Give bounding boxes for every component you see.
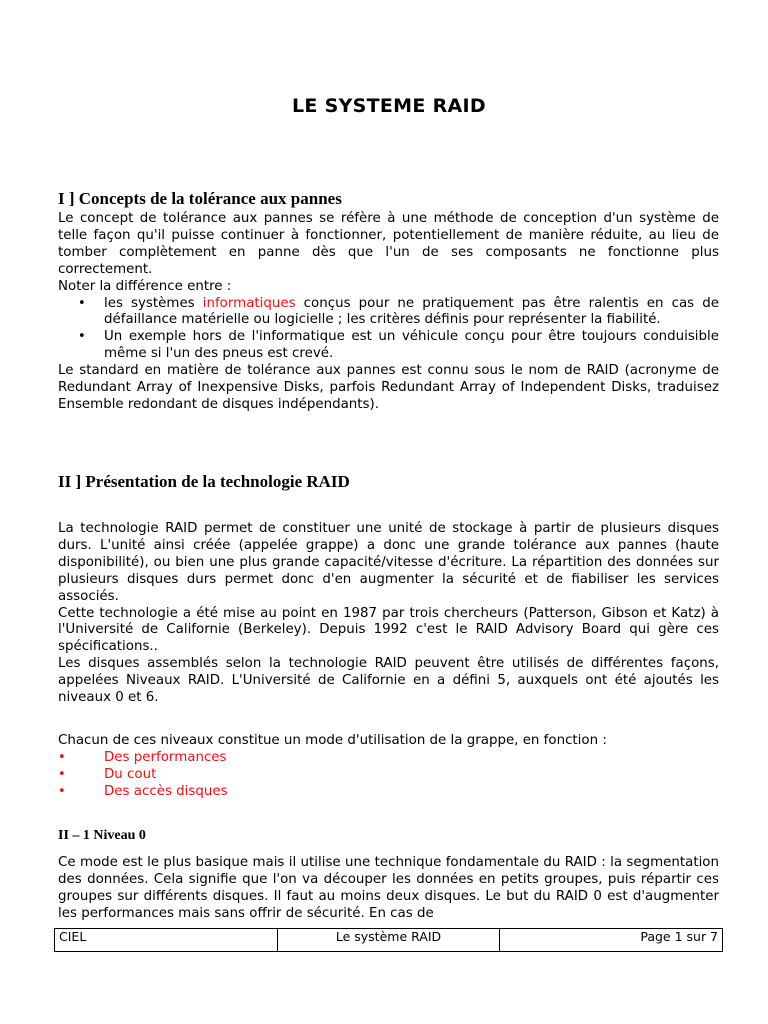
bullet-dot-icon: •	[78, 329, 86, 345]
section1-body	[58, 211, 719, 414]
section2-heading: II ] Présentation de la technologie RAID	[58, 472, 350, 491]
section2-paragraph-4: Chacun de ces niveaux constitue un mode d'utilisation de la grappe, en fonction :	[58, 733, 607, 748]
bullet-dot-icon: •	[58, 783, 66, 799]
section2-paragraph-2: Cette technologie a été mise au point en 1987 par trois chercheurs (Patterson, Gibson et Katz) à l'Université de Californie (Berkeley). Depuis 1992 c'est le RAID Advisory Board qui gère ces spécifications..	[58, 605, 719, 655]
section2-levels	[58, 733, 719, 801]
section1-heading: I ] Concepts de la tolérance aux pannes	[58, 189, 342, 208]
section3-heading: II – 1 Niveau 0	[58, 828, 146, 843]
page-footer	[54, 928, 723, 952]
list-item: • Des performances	[58, 749, 227, 765]
footer-page-number: Page 1 sur 7	[640, 929, 719, 944]
section3-paragraph-1: Ce mode est le plus basique mais il utilise une technique fondamentale du RAID : la segmentation des données. Cela signifie que l'on va découper les données en petits groupes, puis répartir ces groupes sur différents disques. Il faut au moins deux disques. Le but du RAID 0 est d'augmenter les performances mais sans offrir de sécurité. En cas de	[58, 855, 719, 921]
document-title: LE SYSTEME RAID	[292, 95, 486, 117]
section2-body	[58, 521, 719, 707]
footer-left: CIEL	[55, 929, 278, 951]
section2-paragraph-3: Les disques assemblés selon la technologie RAID peuvent être utilisés de différentes façons, appelées Niveaux RAID. L'Université de Californie en a défini 5, auxquels ont été ajoutés les niveaux 0 et 6.	[58, 656, 719, 706]
section1-bullet-1: • les systèmes informatiques conçus pour ne pratiquement pas être ralentis en cas de défaillance matérielle ou logicielle ; les critères définis pour représenter la fiabilité.	[78, 295, 719, 328]
list-item: • Du cout	[58, 766, 157, 782]
bullet-dot-icon: •	[58, 749, 66, 765]
section1-paragraph-1: Le concept de tolérance aux pannes se réfère à une méthode de conception d'un système de telle façon qu'il puisse continuer à fonctionner, potentiellement de manière réduite, au lieu de tomber complètement en panne dès que l'un de ses composants ne fonctionne plus correctement.	[58, 211, 719, 277]
section2-paragraph-1: La technologie RAID permet de constituer une unité de stockage à partir de plusieurs disques durs. L'unité ainsi créée (appelée grappe) a donc une grande tolérance aux pannes (haute disponibilité), ou bien une plus grande capacité/vitesse d'écriture. La répartition des données sur plusieurs disques durs permet donc d'en augmenter la sécurité et de fiabiliser les services associés.	[58, 521, 719, 604]
informatiques-link[interactable]: informatiques	[202, 295, 296, 311]
footer-center: Le système RAID	[278, 929, 501, 951]
bullet-dot-icon: •	[58, 766, 66, 782]
section1-paragraph-2: Noter la différence entre :	[58, 278, 232, 294]
section3-body	[58, 855, 719, 923]
list-item: • Des accès disques	[58, 783, 228, 799]
section1-paragraph-3: Le standard en matière de tolérance aux pannes est connu sous le nom de RAID (acronyme de Redundant Array of Inexpensive Disks, parfois Redundant Array of Independent Disks, traduisez Ensemble redondant de disques indépendants).	[58, 363, 719, 412]
section1-bullet-2: • Un exemple hors de l'informatique est un véhicule conçu pour être toujours conduisible même si l'un des pneus est crevé.	[78, 329, 719, 362]
bullet-dot-icon: •	[78, 295, 86, 311]
